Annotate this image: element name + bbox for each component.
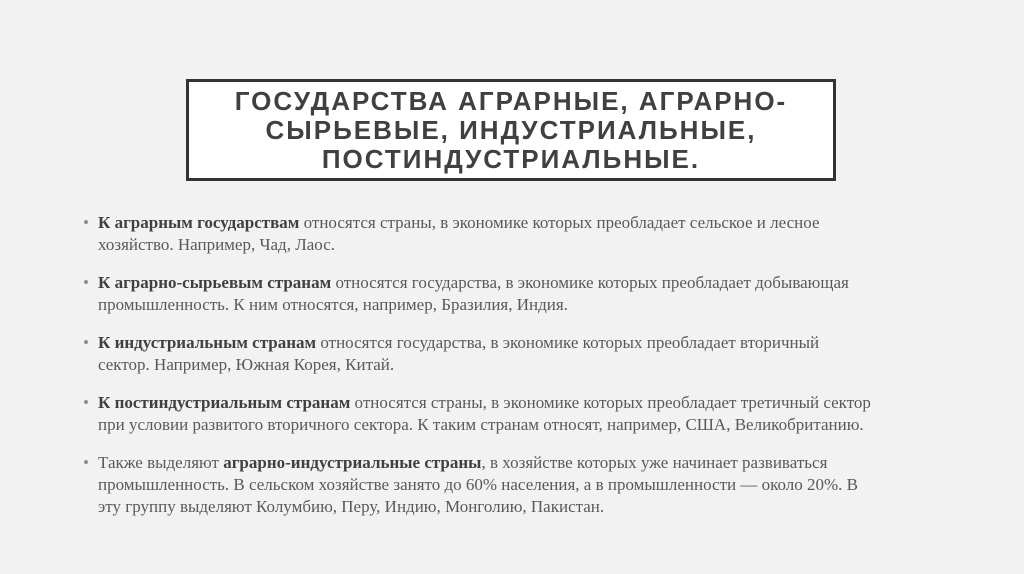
bullet-prefix: Также выделяют <box>98 453 224 472</box>
slide-title <box>221 87 801 174</box>
bullet-line: промышленность. К ним относятся, например, Бразилия, Индия. <box>98 295 568 314</box>
bullet-item-postindustrial <box>80 392 980 436</box>
bullet-line <box>98 212 980 234</box>
bullet-text: относятся страны, в экономике которых преобладает третичный сектор <box>350 393 871 412</box>
bullet-line <box>98 392 980 414</box>
title-line-2: СЫРЬЕВЫЕ, ИНДУСТРИАЛЬНЫЕ, <box>265 114 757 145</box>
title-line-1: ГОСУДАРСТВА АГРАРНЫЕ, АГРАРНО- <box>234 85 788 116</box>
bullet-item-agrarian-raw <box>80 272 980 316</box>
bullet-icon: • <box>83 453 89 472</box>
bullet-item-agrarian <box>80 212 980 256</box>
bullet-text: относятся государства, в экономике которых преобладает вторичный <box>316 333 820 352</box>
bullet-line: эту группу выделяют Колумбию, Перу, Индию, Монголию, Пакистан. <box>98 497 605 516</box>
bullet-line <box>98 452 980 474</box>
bullet-line: при условии развитого вторичного сектора. К таким странам относят, например, США, Великобританию. <box>98 415 864 434</box>
title-box <box>186 79 836 181</box>
bullet-icon: • <box>83 273 89 292</box>
bullet-term: К постиндустриальным странам <box>98 393 351 412</box>
bullet-term: К индустриальным странам <box>98 333 317 352</box>
bullet-text: относятся государства, в экономике которых преобладает добывающая <box>331 273 849 292</box>
bullet-item-agro-industrial <box>80 452 980 518</box>
bullet-text: , в хозяйстве которых уже начинает развиваться <box>481 453 828 472</box>
bullet-line <box>98 332 980 354</box>
bullet-icon: • <box>83 213 89 232</box>
bullet-list <box>80 212 980 518</box>
title-line-3: ПОСТИНДУСТРИАЛЬНЫЕ. <box>321 143 701 174</box>
bullet-line <box>98 272 980 294</box>
bullet-icon: • <box>83 393 89 412</box>
bullet-term: аграрно-индустриальные страны <box>223 453 482 472</box>
bullet-term: К аграрным государствам <box>98 213 300 232</box>
bullet-text: относятся страны, в экономике которых преобладает сельское и лесное <box>299 213 820 232</box>
bullet-line: промышленность. В сельском хозяйстве занято до 60% населения, а в промышленности — около 20%. В <box>98 475 859 494</box>
bullet-item-industrial <box>80 332 980 376</box>
bullet-line: сектор. Например, Южная Корея, Китай. <box>98 355 395 374</box>
bullet-line: хозяйство. Например, Чад, Лаос. <box>98 235 336 254</box>
bullet-icon: • <box>83 333 89 352</box>
bullet-term: К аграрно-сырьевым странам <box>98 273 332 292</box>
